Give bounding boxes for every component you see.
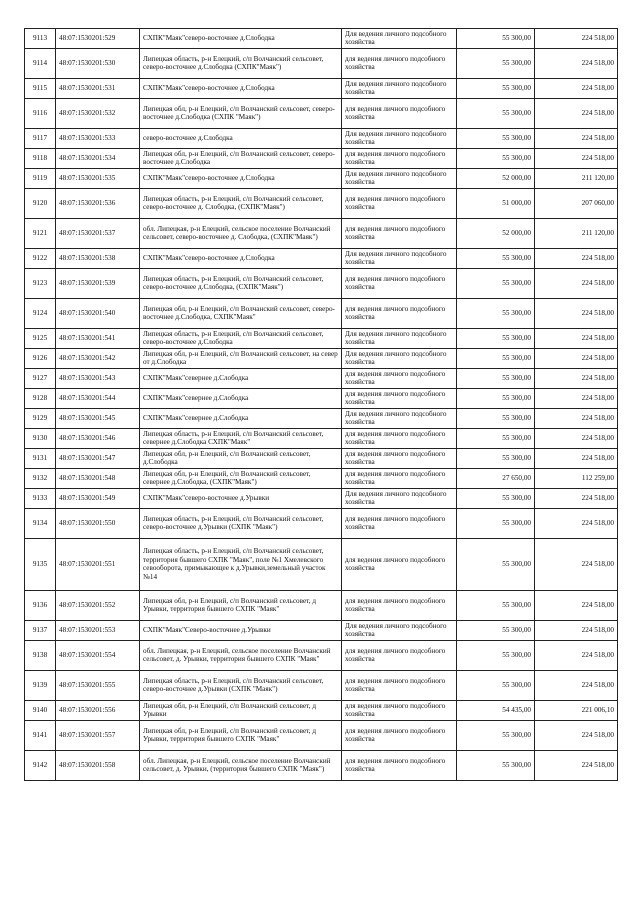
area-cell: 54 435,00	[457, 700, 535, 720]
table-row	[25, 348, 618, 368]
location-cell: Липецкая область, р-н Елецкий, с/п Волчанский сельсовет, северо-восточнее д.Слободка	[140, 328, 342, 348]
cadastral-value-cell: 224 518,00	[535, 670, 618, 700]
row-number-cell: 9118	[25, 148, 56, 168]
cadastral-value-cell: 224 518,00	[535, 750, 618, 780]
table-row	[25, 29, 618, 49]
location-cell: Липецкая обл, р-н Елецкий, с/п Волчанский сельсовет, д Урывки, территория бывшего СХПК "Маяк"	[140, 590, 342, 620]
land-use-cell: для ведения личного подсобного хозяйства	[342, 148, 457, 168]
location-cell: Липецкая область, р-н Елецкий, с/п Волчанский сельсовет, северо-восточнее д.Урывки (СХПК "Маяк")	[140, 508, 342, 538]
area-cell: 55 300,00	[457, 538, 535, 590]
land-use-cell: для ведения личного подсобного хозяйства	[342, 428, 457, 448]
row-number-cell: 9115	[25, 78, 56, 98]
table-row	[25, 640, 618, 670]
location-cell: Липецкая обл, р-н Елецкий, с/п Волчанский сельсовет, д Урывки, территория бывшего СХПК "Маяк"	[140, 720, 342, 750]
row-number-cell: 9138	[25, 640, 56, 670]
table-row	[25, 448, 618, 468]
area-cell: 55 300,00	[457, 670, 535, 700]
row-number-cell: 9120	[25, 188, 56, 218]
land-use-cell: для ведения личного подсобного хозяйства	[342, 448, 457, 468]
area-cell: 55 300,00	[457, 720, 535, 750]
location-cell: Липецкая обл, р-н Елецкий, с/п Волчанский сельсовет, северо-восточнее д.Слободка (СХПК "Маяк")	[140, 98, 342, 128]
area-cell: 55 300,00	[457, 328, 535, 348]
location-cell: обл. Липецкая, р-н Елецкий, сельское поселение Волчанский сельсовет, д. Урывки, (территория бывшего СХПК "Маяк")	[140, 750, 342, 780]
land-use-cell: для ведения личного подсобного хозяйства	[342, 670, 457, 700]
land-use-cell: Для ведения личного подсобного хозяйства	[342, 488, 457, 508]
land-use-cell: Для ведения личного подсобного хозяйства	[342, 328, 457, 348]
cadastral-value-cell: 221 006,10	[535, 700, 618, 720]
location-cell: обл. Липецкая, р-н Елецкий, сельское поселение Волчанский сельсовет, д. Урывки, территория бывшего СХПК "Маяк"	[140, 640, 342, 670]
cadastral-number-cell: 48:07:1530201:538	[56, 248, 140, 268]
location-cell: Липецкая обл, р-н Елецкий, с/п Волчанский сельсовет, д Урывки	[140, 700, 342, 720]
row-number-cell: 9123	[25, 268, 56, 298]
cadastral-number-cell: 48:07:1530201:530	[56, 48, 140, 78]
area-cell: 55 300,00	[457, 29, 535, 49]
row-number-cell: 9141	[25, 720, 56, 750]
row-number-cell: 9129	[25, 408, 56, 428]
cadastral-value-cell: 224 518,00	[535, 268, 618, 298]
area-cell: 55 300,00	[457, 348, 535, 368]
cadastral-number-cell: 48:07:1530201:547	[56, 448, 140, 468]
cadastral-value-cell: 224 518,00	[535, 620, 618, 640]
row-number-cell: 9113	[25, 29, 56, 49]
cadastral-number-cell: 48:07:1530201:548	[56, 468, 140, 488]
table-row	[25, 670, 618, 700]
cadastral-number-cell: 48:07:1530201:535	[56, 168, 140, 188]
table-row	[25, 188, 618, 218]
area-cell: 55 300,00	[457, 98, 535, 128]
row-number-cell: 9126	[25, 348, 56, 368]
cadastral-number-cell: 48:07:1530201:554	[56, 640, 140, 670]
cadastral-number-cell: 48:07:1530201:540	[56, 298, 140, 328]
table-row	[25, 388, 618, 408]
cadastral-number-cell: 48:07:1530201:542	[56, 348, 140, 368]
area-cell: 55 300,00	[457, 620, 535, 640]
table-row	[25, 268, 618, 298]
table-row	[25, 468, 618, 488]
area-cell: 55 300,00	[457, 268, 535, 298]
location-cell: СХПК"Маяк"Северо-восточнее д.Урывки	[140, 620, 342, 640]
cadastral-value-cell: 224 518,00	[535, 48, 618, 78]
row-number-cell: 9119	[25, 168, 56, 188]
location-cell: Липецкая область, р-н Елецкий, с/п Волчанский сельсовет, севернее д.Слободка СХПК"Маяк"	[140, 428, 342, 448]
row-number-cell: 9114	[25, 48, 56, 78]
cadastral-number-cell: 48:07:1530201:544	[56, 388, 140, 408]
table-row	[25, 328, 618, 348]
location-cell: Липецкая обл, р-н Елецкий, с/п Волчанский сельсовет, северо-восточнее д.Слободка	[140, 148, 342, 168]
table-row	[25, 78, 618, 98]
location-cell: СХПК"Маяк"северо-восточнее д.Урывки	[140, 488, 342, 508]
cadastral-number-cell: 48:07:1530201:553	[56, 620, 140, 640]
table-row	[25, 168, 618, 188]
cadastral-number-cell: 48:07:1530201:546	[56, 428, 140, 448]
cadastral-value-cell: 224 518,00	[535, 538, 618, 590]
row-number-cell: 9133	[25, 488, 56, 508]
cadastral-value-cell: 224 518,00	[535, 428, 618, 448]
area-cell: 55 300,00	[457, 368, 535, 388]
cadastral-number-cell: 48:07:1530201:537	[56, 218, 140, 248]
table-row	[25, 488, 618, 508]
cadastral-number-cell: 48:07:1530201:558	[56, 750, 140, 780]
cadastral-number-cell: 48:07:1530201:539	[56, 268, 140, 298]
cadastral-value-cell: 224 518,00	[535, 408, 618, 428]
location-cell: СХПК"Маяк"севернее д.Слободка	[140, 388, 342, 408]
table-row	[25, 98, 618, 128]
land-use-cell: для ведения личного подсобного хозяйства	[342, 368, 457, 388]
row-number-cell: 9135	[25, 538, 56, 590]
cadastral-value-cell: 224 518,00	[535, 298, 618, 328]
cadastral-value-cell: 224 518,00	[535, 448, 618, 468]
cadastral-value-cell: 224 518,00	[535, 128, 618, 148]
land-use-cell: для ведения личного подсобного хозяйства	[342, 700, 457, 720]
land-use-cell: Для ведения личного подсобного хозяйства	[342, 408, 457, 428]
row-number-cell: 9122	[25, 248, 56, 268]
cadastral-value-cell: 224 518,00	[535, 640, 618, 670]
row-number-cell: 9134	[25, 508, 56, 538]
cadastral-number-cell: 48:07:1530201:532	[56, 98, 140, 128]
cadastral-number-cell: 48:07:1530201:549	[56, 488, 140, 508]
row-number-cell: 9140	[25, 700, 56, 720]
location-cell: Липецкая область, р-н Елецкий, с/п Волчанский сельсовет, территория бывшего СХПК "Маяк", поле №1 Хмелевского севооборота, примыкающее к д.Урывки,земельный участок №14	[140, 538, 342, 590]
land-use-cell: Для ведения личного подсобного хозяйства	[342, 168, 457, 188]
cadastral-value-cell: 224 518,00	[535, 29, 618, 49]
area-cell: 55 300,00	[457, 148, 535, 168]
table-row	[25, 508, 618, 538]
location-cell: Липецкая область, р-н Елецкий, с/п Волчанский сельсовет, северо-восточнее д.Урывки (СХПК "Маяк")	[140, 670, 342, 700]
area-cell: 55 300,00	[457, 78, 535, 98]
location-cell: северо-восточнее д.Слободка	[140, 128, 342, 148]
table-row	[25, 538, 618, 590]
area-cell: 55 300,00	[457, 388, 535, 408]
area-cell: 55 300,00	[457, 750, 535, 780]
land-use-cell: Для ведения личного подсобного хозяйства	[342, 348, 457, 368]
cadastral-number-cell: 48:07:1530201:552	[56, 590, 140, 620]
location-cell: Липецкая обл, р-н Елецкий, с/п Волчанский сельсовет, на север от д.Слободка	[140, 348, 342, 368]
cadastral-value-cell: 224 518,00	[535, 328, 618, 348]
row-number-cell: 9131	[25, 448, 56, 468]
row-number-cell: 9117	[25, 128, 56, 148]
land-use-cell: для ведения личного подсобного хозяйства	[342, 750, 457, 780]
cadastral-number-cell: 48:07:1530201:545	[56, 408, 140, 428]
area-cell: 51 000,00	[457, 188, 535, 218]
cadastral-value-cell: 224 518,00	[535, 488, 618, 508]
area-cell: 55 300,00	[457, 48, 535, 78]
cadastral-value-cell: 224 518,00	[535, 248, 618, 268]
location-cell: СХПК"Маяк"северо-восточнее д.Слободка	[140, 78, 342, 98]
land-use-cell: для ведения личного подсобного хозяйства	[342, 298, 457, 328]
table-row	[25, 408, 618, 428]
land-use-cell: Для ведения личного подсобного хозяйства	[342, 78, 457, 98]
cadastral-number-cell: 48:07:1530201:555	[56, 670, 140, 700]
table-row	[25, 750, 618, 780]
location-cell: СХПК"Маяк"севернее д.Слободка	[140, 368, 342, 388]
location-cell: Липецкая область, р-н Елецкий, с/п Волчанский сельсовет, северо-восточнее д.Слободка (СХПК"Маяк")	[140, 48, 342, 78]
cadastral-value-cell: 112 259,00	[535, 468, 618, 488]
area-cell: 52 000,00	[457, 168, 535, 188]
row-number-cell: 9136	[25, 590, 56, 620]
row-number-cell: 9137	[25, 620, 56, 640]
table-row	[25, 590, 618, 620]
location-cell: Липецкая область, р-н Елецкий, с/п Волчанский сельсовет, северо-восточнее д. Слободка, (СХПК"Маяк")	[140, 188, 342, 218]
location-cell: обл. Липецкая, р-н Елецкий, сельское поселение Волчанский сельсовет, северо-восточнее д. Слободка, (СХПК"Маяк")	[140, 218, 342, 248]
location-cell: Липецкая обл, р-н Елецкий, с/п Волчанский сельсовет, северо-восточнее д.Слободка, СХПК"Маяк"	[140, 298, 342, 328]
cadastral-number-cell: 48:07:1530201:529	[56, 29, 140, 49]
table-row	[25, 218, 618, 248]
area-cell: 55 300,00	[457, 248, 535, 268]
cadastral-number-cell: 48:07:1530201:550	[56, 508, 140, 538]
cadastral-value-cell: 224 518,00	[535, 348, 618, 368]
cadastral-number-cell: 48:07:1530201:533	[56, 128, 140, 148]
row-number-cell: 9127	[25, 368, 56, 388]
row-number-cell: 9125	[25, 328, 56, 348]
cadastral-value-cell: 211 120,00	[535, 168, 618, 188]
row-number-cell: 9142	[25, 750, 56, 780]
land-use-cell: Для ведения личного подсобного хозяйства	[342, 620, 457, 640]
cadastral-number-cell: 48:07:1530201:531	[56, 78, 140, 98]
land-use-cell: Для ведения личного подсобного хозяйства	[342, 248, 457, 268]
table-row	[25, 128, 618, 148]
land-use-cell: для ведения личного подсобного хозяйства	[342, 590, 457, 620]
area-cell: 55 300,00	[457, 448, 535, 468]
area-cell: 55 300,00	[457, 640, 535, 670]
land-use-cell: для ведения личного подсобного хозяйства	[342, 720, 457, 750]
area-cell: 52 000,00	[457, 218, 535, 248]
cadastral-value-cell: 224 518,00	[535, 508, 618, 538]
row-number-cell: 9121	[25, 218, 56, 248]
row-number-cell: 9124	[25, 298, 56, 328]
land-plot-table	[24, 28, 618, 781]
cadastral-value-cell: 224 518,00	[535, 720, 618, 750]
cadastral-value-cell: 224 518,00	[535, 98, 618, 128]
table-row	[25, 248, 618, 268]
land-use-cell: для ведения личного подсобного хозяйства	[342, 98, 457, 128]
table-row	[25, 720, 618, 750]
location-cell: СХПК"Маяк"севернее д.Слободка	[140, 408, 342, 428]
cadastral-number-cell: 48:07:1530201:557	[56, 720, 140, 750]
area-cell: 55 300,00	[457, 408, 535, 428]
cadastral-number-cell: 48:07:1530201:543	[56, 368, 140, 388]
table-body	[25, 29, 618, 781]
land-use-cell: для ведения личного подсобного хозяйства	[342, 640, 457, 670]
row-number-cell: 9128	[25, 388, 56, 408]
land-use-cell: для ведения личного подсобного хозяйства	[342, 538, 457, 590]
land-use-cell: для ведения личного подсобного хозяйства	[342, 188, 457, 218]
area-cell: 55 300,00	[457, 508, 535, 538]
table-row	[25, 700, 618, 720]
cadastral-number-cell: 48:07:1530201:541	[56, 328, 140, 348]
cadastral-number-cell: 48:07:1530201:556	[56, 700, 140, 720]
land-use-cell: для ведения личного подсобного хозяйства	[342, 388, 457, 408]
row-number-cell: 9139	[25, 670, 56, 700]
cadastral-value-cell: 224 518,00	[535, 78, 618, 98]
location-cell: СХПК"Маяк"северо-восточнее д.Слободка	[140, 29, 342, 49]
area-cell: 55 300,00	[457, 590, 535, 620]
land-use-cell: Для ведения личного подсобного хозяйства	[342, 29, 457, 49]
row-number-cell: 9116	[25, 98, 56, 128]
location-cell: СХПК"Маяк"северо-восточнее д.Слободка	[140, 168, 342, 188]
table-row	[25, 148, 618, 168]
table-row	[25, 368, 618, 388]
table-row	[25, 298, 618, 328]
location-cell: Липецкая обл, р-н Елецкий, с/п Волчанский сельсовет, д.Слободка	[140, 448, 342, 468]
cadastral-value-cell: 207 060,00	[535, 188, 618, 218]
row-number-cell: 9132	[25, 468, 56, 488]
land-use-cell: для ведения личного подсобного хозяйства	[342, 268, 457, 298]
cadastral-value-cell: 224 518,00	[535, 148, 618, 168]
cadastral-value-cell: 224 518,00	[535, 388, 618, 408]
area-cell: 55 300,00	[457, 298, 535, 328]
table-row	[25, 620, 618, 640]
area-cell: 55 300,00	[457, 488, 535, 508]
location-cell: СХПК"Маяк"северо-восточнее д.Слободка	[140, 248, 342, 268]
table-row	[25, 428, 618, 448]
cadastral-number-cell: 48:07:1530201:551	[56, 538, 140, 590]
land-use-cell: Для ведения личного подсобного хозяйства	[342, 128, 457, 148]
land-use-cell: для ведения личного подсобного хозяйства	[342, 508, 457, 538]
location-cell: Липецкая область, р-н Елецкий, с/п Волчанский сельсовет, северо-восточнее д.Слободка, (СХПК"Маяк")	[140, 268, 342, 298]
area-cell: 55 300,00	[457, 128, 535, 148]
land-use-cell: для ведения личного подсобного хозяйства	[342, 468, 457, 488]
land-use-cell: для ведения личного подсобного хозяйства	[342, 218, 457, 248]
location-cell: Липецкая обл, р-н Елецкий, с/п Волчанский сельсовет, севернее д.Слободка, (СХПК"Маяк")	[140, 468, 342, 488]
land-use-cell: для ведения личного подсобного хозяйства	[342, 48, 457, 78]
cadastral-number-cell: 48:07:1530201:534	[56, 148, 140, 168]
cadastral-value-cell: 211 120,00	[535, 218, 618, 248]
cadastral-value-cell: 224 518,00	[535, 368, 618, 388]
row-number-cell: 9130	[25, 428, 56, 448]
cadastral-value-cell: 224 518,00	[535, 590, 618, 620]
area-cell: 27 650,00	[457, 468, 535, 488]
cadastral-number-cell: 48:07:1530201:536	[56, 188, 140, 218]
table-row	[25, 48, 618, 78]
area-cell: 55 300,00	[457, 428, 535, 448]
